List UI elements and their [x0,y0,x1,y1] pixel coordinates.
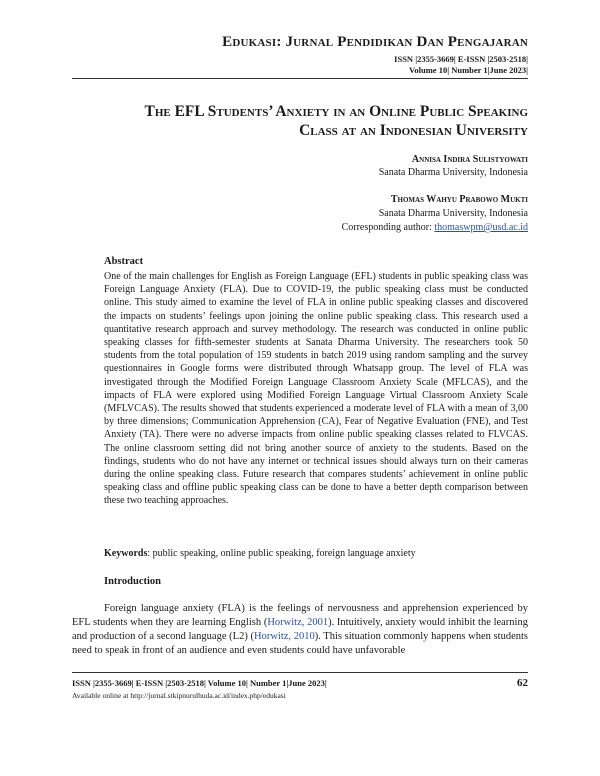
article-title-line1: The EFL Students’ Anxiety in an Online Public Speaking [144,103,528,120]
issn-line: ISSN |2355-3669| E-ISSN |2503-2518| [394,54,528,64]
footer-issn-line: ISSN |2355-3669| E-ISSN |2503-2518| Volume 10| Number 1|June 2023| [72,678,327,688]
author-affiliation-1: Sanata Dharma University, Indonesia [378,167,528,178]
author-affiliation-2: Sanata Dharma University, Indonesia [378,208,528,219]
citation-horwitz-2010[interactable]: Horwitz, 2010 [253,631,315,642]
intro-text-1: Foreign language anxiety (FLA) is the feelings of nervousness and apprehension experienced by EFL students when they are learning English ( [72,603,528,628]
abstract-text: One of the main challenges for English as Foreign Language (EFL) students in public speaking class was Foreign Language Anxiety (FLA). Due to COVID-19, the public speaking class must be conducted online. This study aimed to examine the level of FLA in online public speaking classes and discovered the impacts on students’ feelings upon joining the online public speaking class. This research used a quantitative research approach and survey methodology. The research was conducted in online public speaking classes for fifth-semester students at Sanata Dharma University. The researchers took 50 students from the total population of 159 students in batch 2019 using random sampling and the survey questionnaires in Google forms were distributed through Whatsapp group. The level of FLA was investigated through the Modified Foreign Language Classroom Anxiety Scale (MFLCAS), and the impacts of FLA were explored using Modified Foreign Language Virtual Classroom Anxiety Scale (MFLVCAS). The results showed that students experienced a moderate level of FLA with a mean of 3,00 by three dimensions; Communication Apprehension (CA), Fear of Negative Evaluation (FNE), and Test Anxiety (TA). There were no adverse impacts from online public speaking classes related to FLVCAS. The online classroom setting did not bring another source of anxiety to the students. Based on the findings, students who do not have any internet or technical issues should always turn on their cameras during the online speaking class. Future research that compares students’ achievement in online public speaking class and offline public speaking class can be done to have a better depth comparison between these two teaching approaches. [104,271,528,507]
intro-text-3: ). This situation commonly happens when students need to speak in front of an audience and even students could have unfavorable [72,631,528,656]
footer-rule [72,672,528,673]
author-name-2: Thomas Wahyu Prabowo Mukti [390,194,528,205]
introduction-paragraph [72,602,528,658]
introduction-heading: Introduction [104,576,161,587]
abstract-heading: Abstract [104,256,144,267]
keywords-label: Keywords [104,548,148,559]
page-number: 62 [517,677,528,689]
keywords-text: : public speaking, online public speaking, foreign language anxiety [147,548,416,559]
corresponding-email-link[interactable]: thomaswpm@usd.ac.id [434,222,528,233]
header-rule [72,78,528,79]
keywords-line [104,548,528,559]
citation-horwitz-2001[interactable]: Horwitz, 2001 [267,617,329,628]
corresponding-author [342,222,528,233]
author-name-1: Annisa Indira Sulistyowati [411,154,528,165]
corresponding-label: Corresponding author: [341,222,435,233]
intro-text-2: ). Intuitively, anxiety would inhibit the learning and production of a second language (L2) ( [72,617,528,642]
footer-available-online: Available online at http://jurnal.stkipnurulhuda.ac.id/index.php/edukasi [72,691,286,700]
journal-title: Edukasi: Jurnal Pendidikan Dan Pengajaran [222,34,528,50]
article-title-line2: Class at an Indonesian University [299,122,528,139]
volume-line: Volume 10| Number 1|June 2023| [409,65,528,75]
